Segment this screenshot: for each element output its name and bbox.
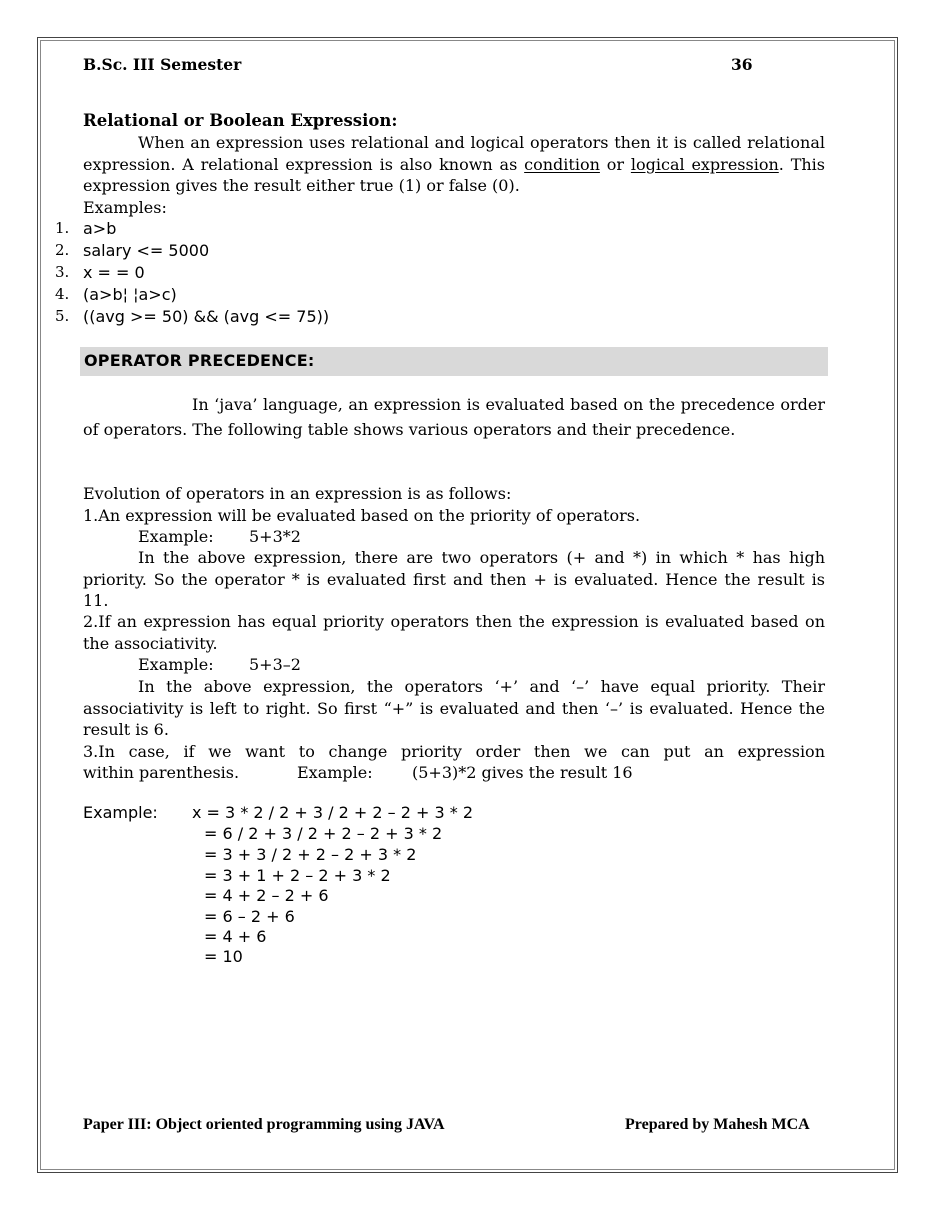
list-item: a>b xyxy=(83,219,117,238)
relational-text-or: or xyxy=(599,154,631,174)
worked-step: = 3 + 3 / 2 + 2 – 2 + 3 * 2 xyxy=(204,845,417,864)
rule-1-example-label: Example: xyxy=(138,527,214,546)
precedence-intro: In ‘java’ language, an expression is evaluated based on the precedence order of operators. The following table shows various operators and their precedence. xyxy=(83,395,825,439)
relational-text-1: When an expression uses relational and logical operators then it is called relational expression. A relational expression is also known as xyxy=(83,133,825,174)
term-logical-expression: logical expression xyxy=(630,154,779,174)
worked-step: = 10 xyxy=(204,947,243,966)
footer-paper-title: Paper III: Object oriented programming using JAVA xyxy=(83,1116,445,1133)
relational-paragraph xyxy=(83,132,825,197)
worked-step: = 4 + 6 xyxy=(204,927,267,946)
footer-author: Prepared by Mahesh MCA xyxy=(625,1116,810,1133)
list-item-number: 2. xyxy=(55,241,70,259)
list-item-number: 1. xyxy=(55,219,70,237)
rule-1-explanation: In the above expression, there are two operators (+ and *) in which * has high priority. So the operator * is evaluated first and then + is evaluated. Hence the result is 11. xyxy=(83,548,825,610)
rule-2: 2.If an expression has equal priority operators then the expression is evaluated based on the associativity. xyxy=(83,612,825,653)
rule-3-line-2-text: within parenthesis. xyxy=(83,763,240,782)
worked-step: = 6 / 2 + 3 / 2 + 2 – 2 + 3 * 2 xyxy=(204,824,443,843)
rule-3-line-1: 3.In case, if we want to change priority order then we can put an expression xyxy=(83,742,825,761)
list-item: x = = 0 xyxy=(83,263,145,282)
rule-3-example: (5+3)*2 gives the result 16 xyxy=(412,763,633,782)
header-semester: B.Sc. III Semester xyxy=(83,55,242,74)
relational-text-2: . This expression gives the result either true (1) or false (0). xyxy=(83,154,826,195)
list-item-number: 5. xyxy=(55,307,70,325)
relational-heading: Relational or Boolean Expression: xyxy=(83,111,398,130)
examples-label: Examples: xyxy=(83,198,167,217)
page-number: 36 xyxy=(731,55,753,74)
list-item: (a>b¦ ¦a>c) xyxy=(83,285,177,304)
rule-1-example: 5+3*2 xyxy=(249,527,301,546)
rule-3-example-label: Example: xyxy=(297,763,373,782)
evolution-line: Evolution of operators in an expression is as follows: xyxy=(83,484,512,503)
section-title-operator-precedence: OPERATOR PRECEDENCE: xyxy=(84,351,315,370)
list-item-number: 3. xyxy=(55,263,70,281)
rule-2-example-label: Example: xyxy=(138,655,214,674)
list-item: ((avg >= 50) && (avg <= 75)) xyxy=(83,307,330,326)
term-condition: condition xyxy=(524,154,600,174)
list-item-number: 4. xyxy=(55,285,70,303)
worked-example-label: Example: xyxy=(83,803,158,822)
worked-step: x = 3 * 2 / 2 + 3 / 2 + 2 – 2 + 3 * 2 xyxy=(192,803,474,822)
worked-step: = 6 – 2 + 6 xyxy=(204,907,295,926)
worked-step: = 4 + 2 – 2 + 6 xyxy=(204,886,329,905)
rule-2-explanation: In the above expression, the operators ‘+’ and ‘–’ have equal priority. Their associativity is left to right. So first “+” is evaluated and then ‘–’ is evaluated. Hence the result is 6. xyxy=(83,677,825,739)
rule-2-example: 5+3–2 xyxy=(249,655,301,674)
worked-step: = 3 + 1 + 2 – 2 + 3 * 2 xyxy=(204,866,391,885)
rule-1: 1.An expression will be evaluated based on the priority of operators. xyxy=(83,506,641,525)
list-item: salary <= 5000 xyxy=(83,241,210,260)
